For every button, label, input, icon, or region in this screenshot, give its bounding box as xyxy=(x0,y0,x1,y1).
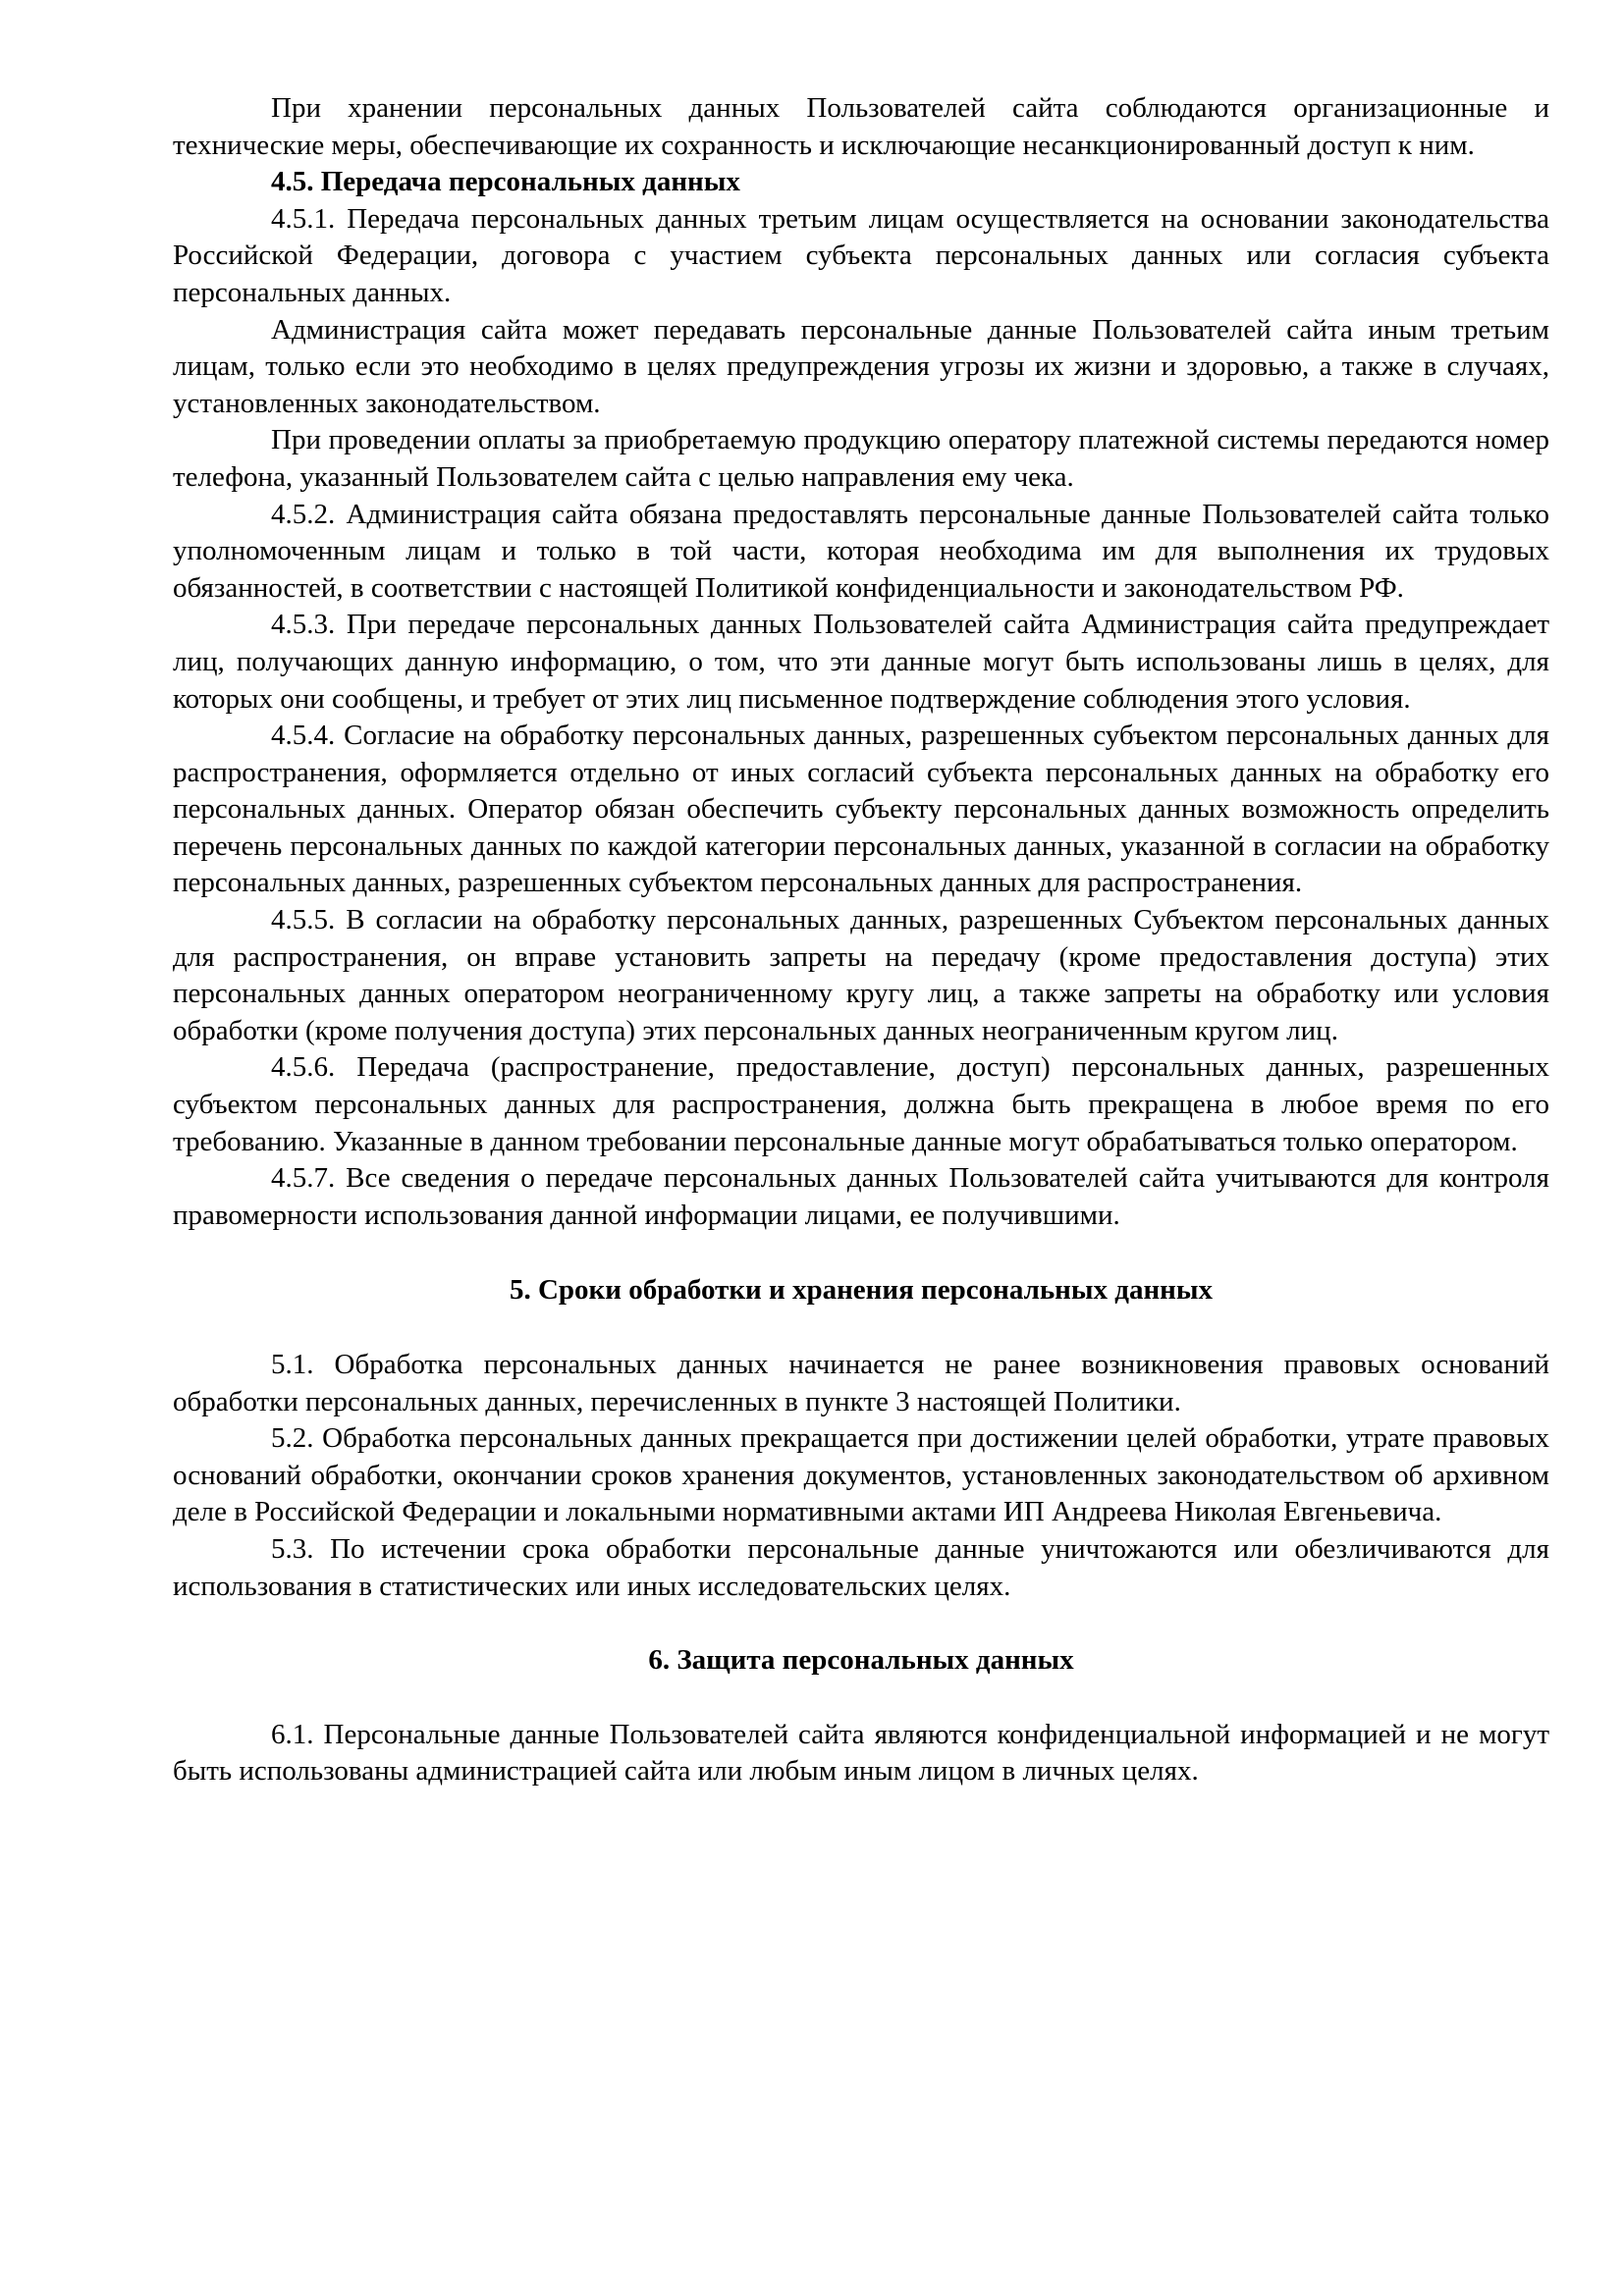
paragraph-storage-measures: При хранении персональных данных Пользователей сайта соблюдаются организационные и технические меры, обеспечивающие их сохранность и исключающие несанкционированный доступ к ним. xyxy=(173,92,1549,161)
paragraph-4-5-6: 4.5.6. Передача (распространение, предоставление, доступ) персональных данных, разрешенных субъектом персональных данных для распространения, должна быть прекращена в любое время по его требованию. Указанные в данном требовании персональные данные могут обрабатываться только оператором. xyxy=(173,1051,1549,1157)
paragraph-4-5-5: 4.5.5. В согласии на обработку персональных данных, разрешенных Субъектом персональных данных для распространения, он вправе установить запреты на передачу (кроме предоставления доступа) этих персональных данных оператором неограниченному кругу лиц, а также запреты на обработку или условия обработки (кроме получения доступа) этих персональных данных неограниченным кругом лиц. xyxy=(173,904,1549,1046)
section-heading-5: 5. Сроки обработки и хранения персональных данных xyxy=(509,1274,1214,1307)
section-heading-6: 6. Защита персональных данных xyxy=(648,1644,1074,1677)
document-page xyxy=(173,90,1549,1790)
paragraph-4-5-4: 4.5.4. Согласие на обработку персональных данных, разрешенных субъектом персональных данных для распространения, оформляется отдельно от иных согласий субъекта персональных данных на обработку его персональных данных. Оператор обязан обеспечить субъекту персональных данных возможность определить перечень персональных данных по каждой категории персональных данных, указанной в согласии на обработку персональных данных, разрешенных субъектом персональных данных для распространения. xyxy=(173,720,1549,899)
paragraph-4-5-7: 4.5.7. Все сведения о передаче персональных данных Пользователей сайта учитываются для контроля правомерности использования данной информации лицами, ее получившими. xyxy=(173,1162,1549,1231)
paragraph-admin-transfer: Администрация сайта может передавать персональные данные Пользователей сайта иным третьим лицам, только если это необходимо в целях предупреждения угрозы их жизни и здоровью, а также в случаях, установленных законодательством. xyxy=(173,313,1549,419)
paragraph-5-3: 5.3. По истечении срока обработки персональные данные уничтожаются или обезличиваются для использования в статистических или иных исследовательских целях. xyxy=(173,1532,1549,1602)
paragraph-4-5-1: 4.5.1. Передача персональных данных третьим лицам осуществляется на основании законодательства Российской Федерации, договора с участием субъекта персональных данных или согласия субъекта персональных данных. xyxy=(173,202,1549,308)
paragraph-payment-transfer: При проведении оплаты за приобретаемую продукцию оператору платежной системы передаются номер телефона, указанный Пользователем сайта с целью направления ему чека. xyxy=(173,424,1549,493)
paragraph-5-1: 5.1. Обработка персональных данных начинается не ранее возникновения правовых оснований обработки персональных данных, перечисленных в пункте 3 настоящей Политики. xyxy=(173,1349,1549,1417)
paragraph-6-1: 6.1. Персональные данные Пользователей сайта являются конфиденциальной информацией и не могут быть использованы администрацией сайта или любым иным лицом в личных целях. xyxy=(173,1718,1549,1788)
paragraph-5-2: 5.2. Обработка персональных данных прекращается при достижении целей обработки, утрате правовых оснований обработки, окончании сроков хранения документов, установленных законодательством об архивном деле в Российской Федерации и локальными нормативными актами ИП Андреева Николая Евгеньевича. xyxy=(173,1422,1549,1528)
paragraph-4-5-2: 4.5.2. Администрация сайта обязана предоставлять персональные данные Пользователей сайта только уполномоченным лицам и только в той части, которая необходима им для выполнения их трудовых обязанностей, в соответствии с настоящей Политикой конфиденциальности и законодательством РФ. xyxy=(173,498,1549,604)
subsection-heading-4-5: 4.5. Передача персональных данных xyxy=(271,166,740,198)
paragraph-4-5-3: 4.5.3. При передаче персональных данных Пользователей сайта Администрация сайта предупреждает лиц, получающих данную информацию, о том, что эти данные могут быть использованы лишь в целях, для которых они сообщены, и требует от этих лиц письменное подтверждение соблюдения этого условия. xyxy=(173,609,1549,715)
